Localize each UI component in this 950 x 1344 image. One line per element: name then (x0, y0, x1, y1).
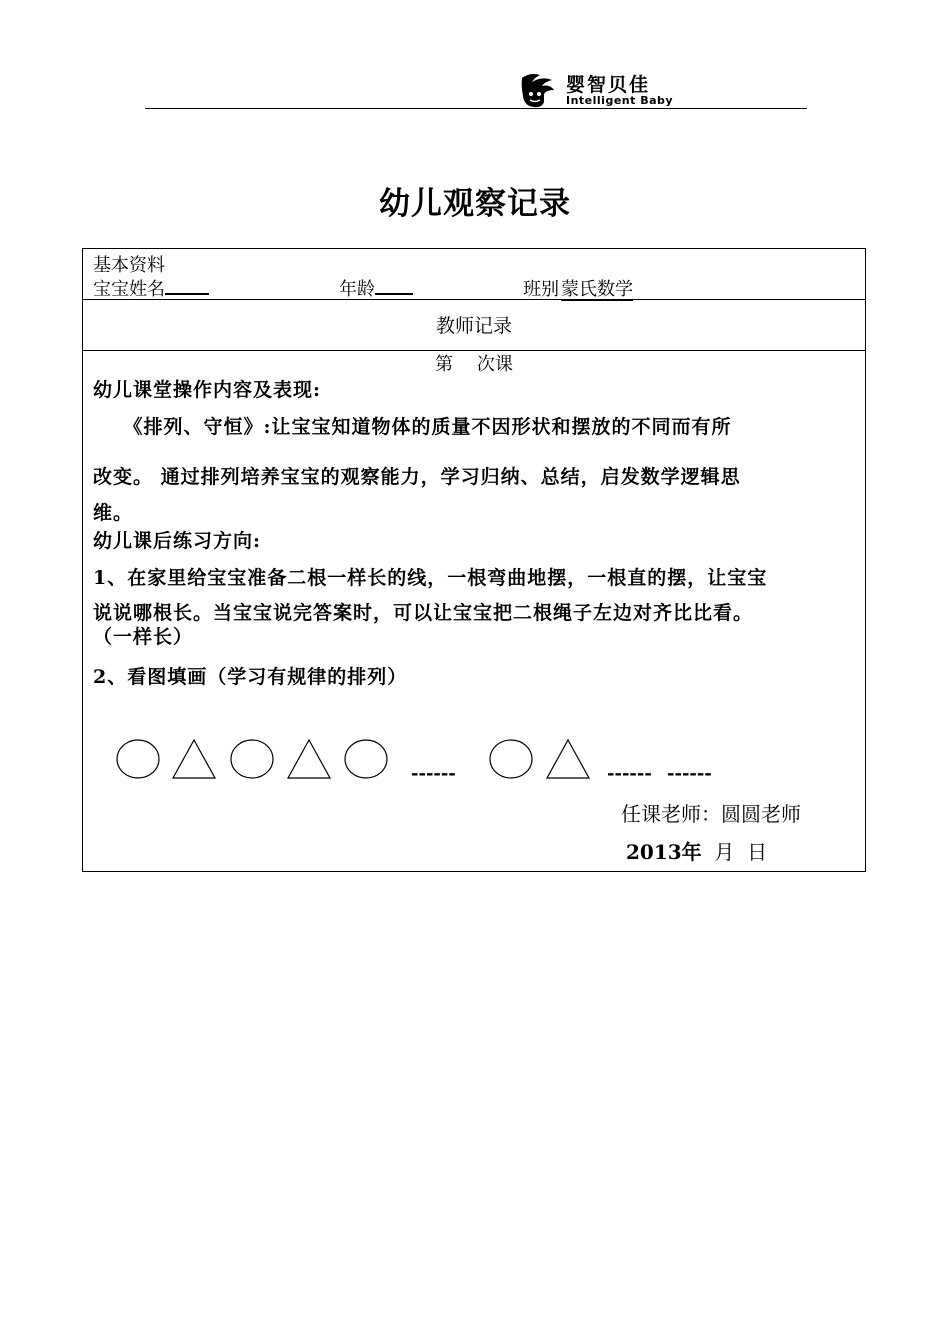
age-field (339, 275, 413, 301)
practice-heading: 幼儿课后练习方向: (93, 530, 262, 552)
pattern-circle (488, 738, 534, 780)
pattern-blank[interactable]: ------ (607, 763, 652, 784)
basic-info-row (83, 249, 865, 300)
baby-name-value[interactable] (165, 293, 209, 295)
logo-chinese-text: 婴智贝佳 (566, 74, 651, 96)
practice-item-2: 2、看图填画（学习有规律的排列） (93, 666, 408, 688)
teacher-signature: 任课老师：圆圆老师 (621, 802, 801, 826)
baby-face-logo-icon (520, 72, 556, 108)
pattern-triangle (545, 738, 591, 780)
pattern-blank[interactable]: ------ (667, 763, 712, 784)
date-year[interactable]: 2013 (626, 840, 682, 864)
teacher-record-label: 教师记录 (435, 315, 512, 337)
pattern-triangle (171, 738, 217, 780)
date-year-label: 年 (681, 840, 702, 864)
performance-text-line-1: 《排列、守恒》:让宝宝知道物体的质量不因形状和摆放的不同而有所 (93, 416, 732, 438)
age-value[interactable] (375, 293, 413, 295)
pattern-circle (229, 738, 275, 780)
pattern-blank[interactable]: ------ (411, 763, 456, 784)
pattern-triangle (286, 738, 332, 780)
document-title: 幼儿观察记录 (379, 186, 571, 222)
basic-info-label: 基本资料 (93, 255, 165, 276)
baby-name-field (93, 275, 209, 301)
class-field (523, 275, 633, 301)
lesson-number-label: 第 次课 (435, 354, 513, 375)
lesson-content-row (83, 350, 865, 871)
logo-english-text: Intelligent Baby (566, 94, 674, 107)
practice-item-1-line-1: 1、在家里给宝宝准备二根一样长的线，一根弯曲地摆，一根直的摆，让宝宝 (93, 567, 768, 589)
pattern-circle (343, 738, 389, 780)
performance-heading: 幼儿课堂操作内容及表现: (93, 379, 322, 401)
performance-text-line-3: 维。 (93, 502, 134, 524)
class-value[interactable]: 蒙氏数学 (561, 279, 633, 300)
practice-item-1-line-2: 说说哪根长。当宝宝说完答案时，可以让宝宝把二根绳子左边对齐比比看。 (93, 602, 754, 624)
date-month-label: 月 (714, 840, 735, 864)
header-divider (145, 108, 807, 109)
performance-text-line-2: 改变。 通过排列培养宝宝的观察能力，学习归纳、总结，启发数学逻辑思 (93, 466, 741, 488)
pattern-circle (115, 738, 161, 780)
date-day-label: 日 (747, 840, 768, 864)
class-label: 班别 (523, 279, 559, 300)
age-label: 年龄 (339, 279, 375, 300)
teacher-record-row (83, 299, 865, 351)
baby-name-label: 宝宝姓名 (93, 279, 165, 300)
record-date (626, 836, 767, 865)
observation-form (82, 248, 866, 872)
practice-item-1-line-3: （一样长） (93, 626, 194, 648)
